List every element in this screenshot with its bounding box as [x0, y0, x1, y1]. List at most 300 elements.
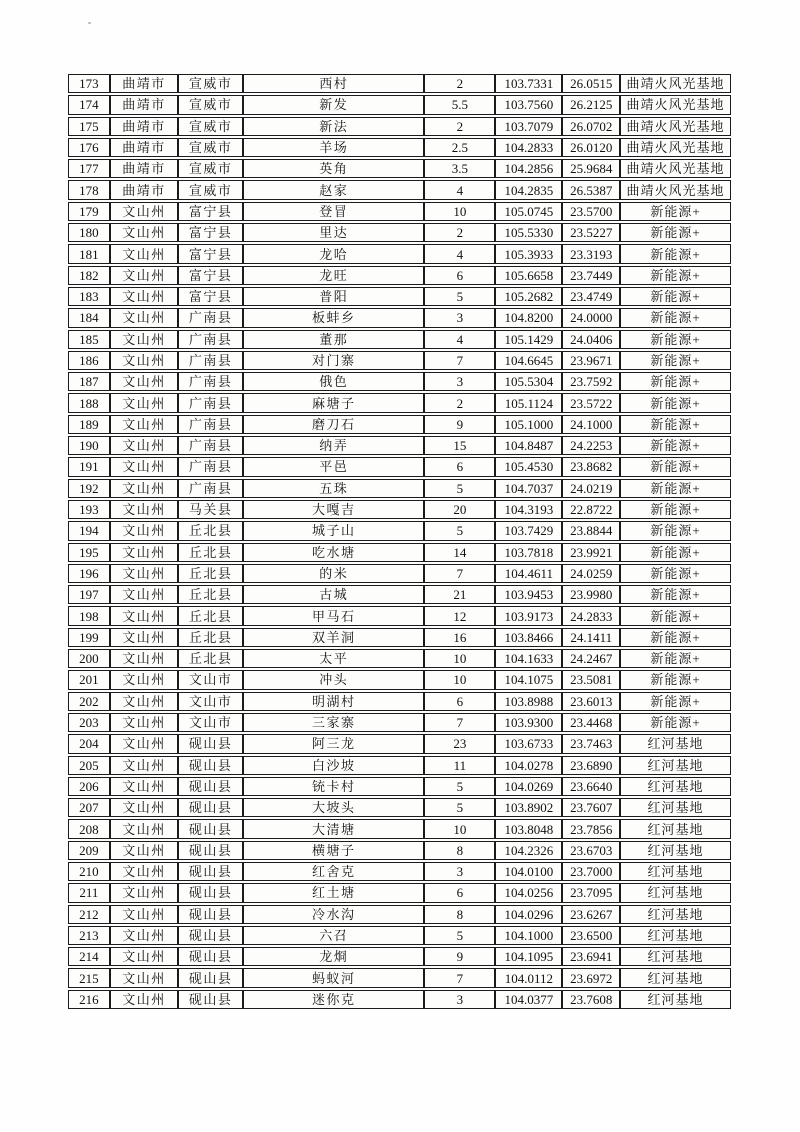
cell-county: 宣威市 — [178, 74, 243, 93]
cell-prefecture: 文山州 — [110, 266, 178, 285]
cell-prefecture: 曲靖市 — [110, 95, 178, 114]
cell-longitude: 104.6645 — [495, 351, 562, 370]
table-row — [68, 95, 731, 114]
cell-site: 大坡头 — [243, 798, 424, 817]
cell-base: 红河基地 — [620, 905, 731, 924]
cell-latitude: 24.0219 — [562, 479, 620, 498]
cell-longitude: 104.1000 — [495, 926, 562, 945]
cell-no: 180 — [68, 223, 110, 242]
cell-prefecture: 文山州 — [110, 883, 178, 902]
cell-site: 铳卡村 — [243, 777, 424, 796]
table-row — [68, 819, 731, 838]
cell-capacity: 6 — [424, 883, 495, 902]
cell-capacity: 2.5 — [424, 138, 495, 157]
cell-base: 曲靖火风光基地 — [620, 95, 731, 114]
cell-site: 龙烱 — [243, 947, 424, 966]
cell-prefecture: 文山州 — [110, 649, 178, 668]
cell-latitude: 23.5227 — [562, 223, 620, 242]
cell-county: 丘北县 — [178, 628, 243, 647]
cell-longitude: 103.8988 — [495, 692, 562, 711]
cell-capacity: 3 — [424, 308, 495, 327]
cell-no: 183 — [68, 287, 110, 306]
table-row — [68, 777, 731, 796]
cell-longitude: 103.9453 — [495, 585, 562, 604]
table-row — [68, 521, 731, 540]
cell-county: 砚山县 — [178, 841, 243, 860]
cell-longitude: 103.7818 — [495, 543, 562, 562]
cell-latitude: 24.2467 — [562, 649, 620, 668]
cell-latitude: 23.6500 — [562, 926, 620, 945]
cell-no: 182 — [68, 266, 110, 285]
cell-capacity: 2 — [424, 117, 495, 136]
cell-capacity: 15 — [424, 436, 495, 455]
cell-county: 丘北县 — [178, 606, 243, 625]
cell-capacity: 4 — [424, 244, 495, 263]
cell-site: 城子山 — [243, 521, 424, 540]
cell-prefecture: 文山州 — [110, 926, 178, 945]
cell-capacity: 3 — [424, 372, 495, 391]
cell-county: 广南县 — [178, 330, 243, 349]
cell-county: 广南县 — [178, 308, 243, 327]
cell-prefecture: 文山州 — [110, 521, 178, 540]
cell-capacity: 5 — [424, 287, 495, 306]
cell-longitude: 105.1429 — [495, 330, 562, 349]
cell-site: 六召 — [243, 926, 424, 945]
cell-prefecture: 文山州 — [110, 543, 178, 562]
table-row — [68, 117, 731, 136]
cell-longitude: 105.4530 — [495, 457, 562, 476]
cell-no: 178 — [68, 180, 110, 199]
scan-artifact-dot — [88, 22, 91, 24]
cell-site: 三家寨 — [243, 713, 424, 732]
cell-site: 里达 — [243, 223, 424, 242]
cell-county: 宣威市 — [178, 117, 243, 136]
cell-base: 新能源+ — [620, 372, 731, 391]
cell-latitude: 23.5700 — [562, 202, 620, 221]
table-row — [68, 692, 731, 711]
cell-site: 明湖村 — [243, 692, 424, 711]
table-row — [68, 436, 731, 455]
cell-no: 210 — [68, 862, 110, 881]
cell-longitude: 104.0112 — [495, 968, 562, 987]
table-row — [68, 308, 731, 327]
cell-capacity: 10 — [424, 649, 495, 668]
cell-no: 181 — [68, 244, 110, 263]
cell-base: 红河基地 — [620, 734, 731, 753]
cell-capacity: 5 — [424, 521, 495, 540]
cell-county: 砚山县 — [178, 926, 243, 945]
cell-latitude: 26.5387 — [562, 180, 620, 199]
cell-longitude: 104.0256 — [495, 883, 562, 902]
cell-capacity: 7 — [424, 564, 495, 583]
cell-prefecture: 曲靖市 — [110, 74, 178, 93]
cell-latitude: 23.6972 — [562, 968, 620, 987]
cell-no: 191 — [68, 457, 110, 476]
table-row — [68, 202, 731, 221]
cell-prefecture: 曲靖市 — [110, 117, 178, 136]
cell-longitude: 105.2682 — [495, 287, 562, 306]
cell-capacity: 5 — [424, 777, 495, 796]
cell-no: 174 — [68, 95, 110, 114]
cell-latitude: 23.6267 — [562, 905, 620, 924]
cell-no: 192 — [68, 479, 110, 498]
cell-longitude: 104.2833 — [495, 138, 562, 157]
cell-county: 砚山县 — [178, 756, 243, 775]
cell-latitude: 23.7000 — [562, 862, 620, 881]
cell-county: 宣威市 — [178, 95, 243, 114]
cell-capacity: 2 — [424, 223, 495, 242]
cell-base: 新能源+ — [620, 330, 731, 349]
cell-prefecture: 文山州 — [110, 990, 178, 1009]
cell-no: 176 — [68, 138, 110, 157]
cell-site: 吃水塘 — [243, 543, 424, 562]
cell-capacity: 3 — [424, 990, 495, 1009]
cell-capacity: 5 — [424, 798, 495, 817]
table-row — [68, 968, 731, 987]
cell-prefecture: 文山州 — [110, 351, 178, 370]
cell-county: 丘北县 — [178, 521, 243, 540]
cell-longitude: 104.0377 — [495, 990, 562, 1009]
cell-base: 新能源+ — [620, 457, 731, 476]
cell-no: 195 — [68, 543, 110, 562]
table-row — [68, 479, 731, 498]
cell-longitude: 103.7331 — [495, 74, 562, 93]
table-row — [68, 841, 731, 860]
cell-capacity: 6 — [424, 266, 495, 285]
table-row — [68, 543, 731, 562]
cell-county: 丘北县 — [178, 543, 243, 562]
cell-site: 登冒 — [243, 202, 424, 221]
cell-no: 200 — [68, 649, 110, 668]
cell-no: 201 — [68, 670, 110, 689]
cell-prefecture: 曲靖市 — [110, 159, 178, 178]
cell-site: 平邑 — [243, 457, 424, 476]
cell-no: 197 — [68, 585, 110, 604]
cell-site: 阿三龙 — [243, 734, 424, 753]
cell-longitude: 105.1000 — [495, 415, 562, 434]
cell-prefecture: 文山州 — [110, 798, 178, 817]
cell-prefecture: 文山州 — [110, 202, 178, 221]
cell-site: 新发 — [243, 95, 424, 114]
cell-prefecture: 文山州 — [110, 457, 178, 476]
cell-no: 177 — [68, 159, 110, 178]
cell-latitude: 24.0000 — [562, 308, 620, 327]
table-row — [68, 862, 731, 881]
table-row — [68, 244, 731, 263]
cell-site: 横塘子 — [243, 841, 424, 860]
cell-base: 新能源+ — [620, 287, 731, 306]
cell-county: 富宁县 — [178, 287, 243, 306]
cell-capacity: 7 — [424, 351, 495, 370]
cell-capacity: 16 — [424, 628, 495, 647]
cell-capacity: 23 — [424, 734, 495, 753]
cell-prefecture: 文山州 — [110, 628, 178, 647]
table-row — [68, 457, 731, 476]
cell-county: 砚山县 — [178, 734, 243, 753]
cell-prefecture: 文山州 — [110, 905, 178, 924]
cell-longitude: 104.8200 — [495, 308, 562, 327]
cell-base: 红河基地 — [620, 947, 731, 966]
cell-prefecture: 文山州 — [110, 692, 178, 711]
cell-base: 新能源+ — [620, 351, 731, 370]
cell-site: 大嘎吉 — [243, 500, 424, 519]
cell-base: 红河基地 — [620, 841, 731, 860]
table-row — [68, 585, 731, 604]
cell-county: 宣威市 — [178, 180, 243, 199]
cell-prefecture: 文山州 — [110, 223, 178, 242]
cell-latitude: 23.9671 — [562, 351, 620, 370]
cell-base: 曲靖火风光基地 — [620, 74, 731, 93]
cell-longitude: 104.2856 — [495, 159, 562, 178]
cell-latitude: 24.0259 — [562, 564, 620, 583]
cell-county: 丘北县 — [178, 585, 243, 604]
table-row — [68, 756, 731, 775]
table-row — [68, 266, 731, 285]
cell-prefecture: 文山州 — [110, 734, 178, 753]
table-row — [68, 393, 731, 412]
cell-latitude: 23.3193 — [562, 244, 620, 263]
cell-county: 文山市 — [178, 692, 243, 711]
cell-capacity: 4 — [424, 180, 495, 199]
cell-no: 186 — [68, 351, 110, 370]
cell-latitude: 23.5081 — [562, 670, 620, 689]
cell-longitude: 105.1124 — [495, 393, 562, 412]
cell-county: 砚山县 — [178, 990, 243, 1009]
cell-county: 丘北县 — [178, 564, 243, 583]
cell-capacity: 11 — [424, 756, 495, 775]
cell-base: 红河基地 — [620, 862, 731, 881]
cell-longitude: 105.5330 — [495, 223, 562, 242]
cell-no: 215 — [68, 968, 110, 987]
cell-prefecture: 曲靖市 — [110, 138, 178, 157]
cell-latitude: 23.6703 — [562, 841, 620, 860]
cell-site: 龙旺 — [243, 266, 424, 285]
cell-base: 新能源+ — [620, 628, 731, 647]
cell-longitude: 103.7429 — [495, 521, 562, 540]
cell-site: 英角 — [243, 159, 424, 178]
cell-longitude: 104.2835 — [495, 180, 562, 199]
table-row — [68, 223, 731, 242]
cell-longitude: 103.9300 — [495, 713, 562, 732]
cell-base: 新能源+ — [620, 479, 731, 498]
cell-site: 红土塘 — [243, 883, 424, 902]
table-row — [68, 670, 731, 689]
cell-latitude: 26.0702 — [562, 117, 620, 136]
cell-longitude: 104.0278 — [495, 756, 562, 775]
cell-county: 砚山县 — [178, 777, 243, 796]
cell-site: 红舍克 — [243, 862, 424, 881]
table-row — [68, 926, 731, 945]
cell-county: 广南县 — [178, 415, 243, 434]
cell-base: 红河基地 — [620, 990, 731, 1009]
cell-base: 新能源+ — [620, 223, 731, 242]
cell-county: 砚山县 — [178, 883, 243, 902]
cell-county: 砚山县 — [178, 798, 243, 817]
cell-site: 纳弄 — [243, 436, 424, 455]
cell-latitude: 23.4749 — [562, 287, 620, 306]
cell-prefecture: 文山州 — [110, 585, 178, 604]
cell-no: 188 — [68, 393, 110, 412]
cell-base: 新能源+ — [620, 692, 731, 711]
cell-latitude: 23.6640 — [562, 777, 620, 796]
cell-longitude: 104.3193 — [495, 500, 562, 519]
cell-capacity: 9 — [424, 415, 495, 434]
cell-prefecture: 文山州 — [110, 819, 178, 838]
cell-county: 广南县 — [178, 436, 243, 455]
cell-longitude: 105.6658 — [495, 266, 562, 285]
cell-latitude: 23.8844 — [562, 521, 620, 540]
cell-base: 曲靖火风光基地 — [620, 117, 731, 136]
cell-county: 马关县 — [178, 500, 243, 519]
cell-latitude: 23.5722 — [562, 393, 620, 412]
cell-base: 新能源+ — [620, 543, 731, 562]
cell-county: 文山市 — [178, 713, 243, 732]
cell-capacity: 8 — [424, 841, 495, 860]
cell-no: 204 — [68, 734, 110, 753]
table-row — [68, 713, 731, 732]
site-data-table — [68, 72, 731, 1011]
cell-latitude: 23.9980 — [562, 585, 620, 604]
cell-latitude: 26.2125 — [562, 95, 620, 114]
cell-capacity: 10 — [424, 819, 495, 838]
cell-site: 古城 — [243, 585, 424, 604]
cell-latitude: 23.7449 — [562, 266, 620, 285]
cell-no: 193 — [68, 500, 110, 519]
cell-site: 龙哈 — [243, 244, 424, 263]
cell-longitude: 104.0100 — [495, 862, 562, 881]
cell-site: 羊场 — [243, 138, 424, 157]
cell-longitude: 105.0745 — [495, 202, 562, 221]
table-row — [68, 330, 731, 349]
cell-county: 广南县 — [178, 372, 243, 391]
cell-base: 红河基地 — [620, 819, 731, 838]
cell-prefecture: 曲靖市 — [110, 180, 178, 199]
cell-site: 磨刀石 — [243, 415, 424, 434]
cell-county: 富宁县 — [178, 202, 243, 221]
cell-capacity: 2 — [424, 393, 495, 412]
cell-capacity: 8 — [424, 905, 495, 924]
cell-longitude: 103.8902 — [495, 798, 562, 817]
cell-base: 曲靖火风光基地 — [620, 159, 731, 178]
cell-base: 曲靖火风光基地 — [620, 180, 731, 199]
cell-capacity: 12 — [424, 606, 495, 625]
cell-latitude: 23.9921 — [562, 543, 620, 562]
cell-longitude: 104.1095 — [495, 947, 562, 966]
cell-latitude: 26.0120 — [562, 138, 620, 157]
cell-site: 董那 — [243, 330, 424, 349]
cell-latitude: 23.7607 — [562, 798, 620, 817]
cell-no: 199 — [68, 628, 110, 647]
cell-capacity: 14 — [424, 543, 495, 562]
cell-capacity: 10 — [424, 670, 495, 689]
cell-no: 212 — [68, 905, 110, 924]
cell-prefecture: 文山州 — [110, 393, 178, 412]
cell-prefecture: 文山州 — [110, 968, 178, 987]
cell-county: 文山市 — [178, 670, 243, 689]
cell-capacity: 5 — [424, 479, 495, 498]
cell-longitude: 103.7560 — [495, 95, 562, 114]
cell-capacity: 7 — [424, 713, 495, 732]
cell-site: 板蚌乡 — [243, 308, 424, 327]
cell-latitude: 23.6013 — [562, 692, 620, 711]
cell-latitude: 23.6890 — [562, 756, 620, 775]
cell-site: 白沙坡 — [243, 756, 424, 775]
table-row — [68, 287, 731, 306]
cell-base: 红河基地 — [620, 756, 731, 775]
cell-prefecture: 文山州 — [110, 308, 178, 327]
cell-capacity: 2 — [424, 74, 495, 93]
cell-no: 196 — [68, 564, 110, 583]
cell-no: 208 — [68, 819, 110, 838]
table-row — [68, 415, 731, 434]
cell-no: 202 — [68, 692, 110, 711]
cell-capacity: 10 — [424, 202, 495, 221]
cell-base: 新能源+ — [620, 202, 731, 221]
cell-latitude: 23.8682 — [562, 457, 620, 476]
cell-longitude: 103.6733 — [495, 734, 562, 753]
cell-no: 179 — [68, 202, 110, 221]
cell-base: 红河基地 — [620, 777, 731, 796]
cell-latitude: 25.9684 — [562, 159, 620, 178]
cell-latitude: 26.0515 — [562, 74, 620, 93]
cell-prefecture: 文山州 — [110, 479, 178, 498]
cell-base: 红河基地 — [620, 883, 731, 902]
cell-latitude: 23.7856 — [562, 819, 620, 838]
cell-base: 新能源+ — [620, 436, 731, 455]
cell-latitude: 23.7095 — [562, 883, 620, 902]
cell-capacity: 20 — [424, 500, 495, 519]
cell-base: 新能源+ — [620, 670, 731, 689]
cell-site: 新法 — [243, 117, 424, 136]
table-row — [68, 947, 731, 966]
cell-latitude: 23.7463 — [562, 734, 620, 753]
cell-no: 185 — [68, 330, 110, 349]
cell-no: 198 — [68, 606, 110, 625]
table-row — [68, 351, 731, 370]
cell-site: 对门寨 — [243, 351, 424, 370]
cell-no: 189 — [68, 415, 110, 434]
cell-prefecture: 文山州 — [110, 713, 178, 732]
cell-capacity: 7 — [424, 968, 495, 987]
cell-no: 187 — [68, 372, 110, 391]
cell-base: 新能源+ — [620, 564, 731, 583]
cell-prefecture: 文山州 — [110, 330, 178, 349]
cell-base: 新能源+ — [620, 393, 731, 412]
cell-site: 甲马石 — [243, 606, 424, 625]
cell-longitude: 104.0269 — [495, 777, 562, 796]
cell-base: 新能源+ — [620, 649, 731, 668]
cell-base: 红河基地 — [620, 798, 731, 817]
table-row — [68, 628, 731, 647]
cell-site: 太平 — [243, 649, 424, 668]
cell-latitude: 24.1000 — [562, 415, 620, 434]
cell-site: 赵家 — [243, 180, 424, 199]
cell-prefecture: 文山州 — [110, 372, 178, 391]
cell-no: 213 — [68, 926, 110, 945]
table-row — [68, 180, 731, 199]
table-row — [68, 798, 731, 817]
cell-longitude: 103.7079 — [495, 117, 562, 136]
cell-site: 蚂蚁河 — [243, 968, 424, 987]
cell-longitude: 103.8466 — [495, 628, 562, 647]
cell-latitude: 23.4468 — [562, 713, 620, 732]
cell-base: 新能源+ — [620, 606, 731, 625]
table-row — [68, 138, 731, 157]
cell-site: 迷你克 — [243, 990, 424, 1009]
cell-longitude: 104.1075 — [495, 670, 562, 689]
cell-prefecture: 文山州 — [110, 670, 178, 689]
table-row — [68, 606, 731, 625]
